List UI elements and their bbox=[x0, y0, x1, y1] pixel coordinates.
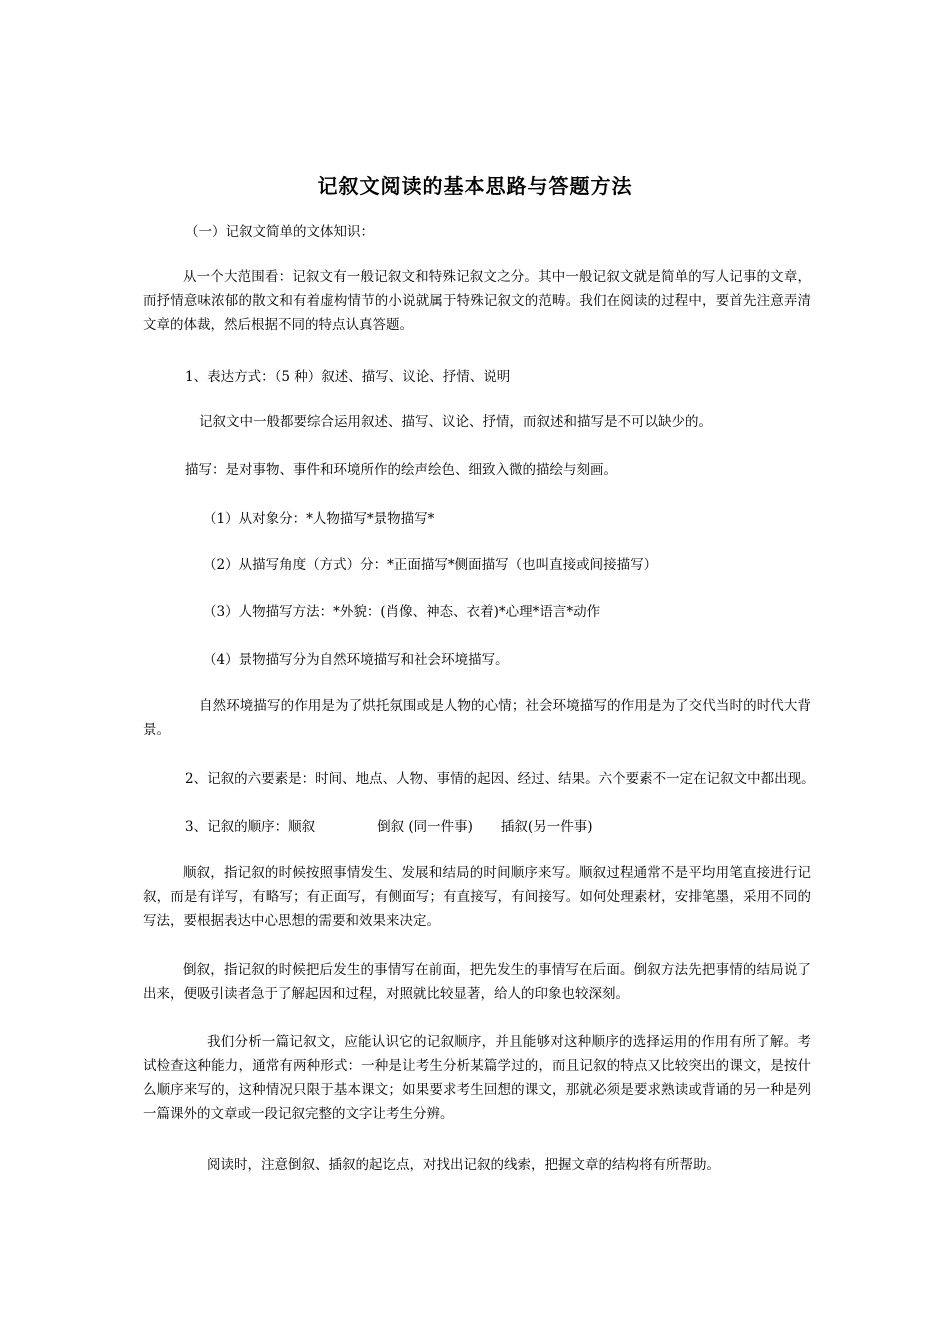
paragraph-description-def: 描写：是对事物、事件和环境所作的绘声绘色、细致入微的描绘与刻画。 bbox=[185, 462, 617, 478]
document-title: 记叙文阅读的基本思路与答题方法 bbox=[317, 174, 633, 198]
item-six-elements: 2、记叙的六要素是：时间、地点、人物、事情的起因、经过、结果。六个要素不一定在记叙文中都出现。 bbox=[185, 771, 815, 787]
paragraph-analysis: 我们分析一篇记叙文，应能认识它的记叙顺序，并且能够对这种顺序的选择运用的作用有所了解。考试检查这种能力，通常有两种形式：一种是让考生分析某篇学过的，而且记叙的特点又比较突出的课文，是按什么顺序来写的，这种情况只限于基本课文；如果要求考生回想的课文，那就必须是要求熟读或背诵的另一种是列一篇课外的文章或一段记叙完整的文字让考生分辨。 bbox=[143, 1034, 811, 1122]
paragraph-flashback: 倒叙，指记叙的时候把后发生的事情写在前面，把先发生的事情写在后面。倒叙方法先把事情的结局说了出来，便吸引读者急于了解起因和过程，对照就比较显著，给人的印象也较深刻。 bbox=[143, 962, 811, 1002]
paragraph-chronological: 顺叙，指记叙的时候按照事情发生、发展和结局的时间顺序来写。顺叙过程通常不是平均用笔直接进行记叙，而是有详写，有略写；有正面写，有侧面写；有直接写，有间接写。如何处理素材，安排笔墨，采用不同的写法，要根据表达中心思想的需要和效果来决定。 bbox=[143, 865, 811, 929]
list-item-1: （1）从对象分：*人物描写*景物描写* bbox=[203, 511, 435, 527]
paragraph-environment: 自然环境描写的作用是为了烘托氛围或是人物的心情；社会环境描写的作用是为了交代当时的时代大背景。 bbox=[143, 698, 811, 738]
narrative-order-forward: 3、记叙的顺序：顺叙 bbox=[185, 819, 316, 835]
list-item-3: （3）人物描写方法：*外貌：(肖像、神态、衣着)*心理*语言*动作 bbox=[203, 604, 601, 620]
narrative-order-flashback: 倒叙 (同一件事) bbox=[377, 819, 473, 835]
list-item-2: （2）从描写角度（方式）分：*正面描写*侧面描写（也叫直接或间接描写） bbox=[203, 557, 658, 573]
item-expression-methods: 1、表达方式：（5 种）叙述、描写、议论、抒情、说明 bbox=[185, 369, 511, 385]
paragraph-combined-use: 记叙文中一般都要综合运用叙述、描写、议论、抒情，而叙述和描写是不可以缺少的。 bbox=[199, 414, 712, 430]
section-heading: （一）记叙文简单的文体知识： bbox=[185, 224, 374, 240]
item-narrative-order bbox=[185, 815, 853, 839]
narrative-order-interpolation: 插叙(另一件事) bbox=[500, 819, 593, 835]
list-item-4: （4）景物描写分为自然环境描写和社会环境描写。 bbox=[203, 652, 509, 668]
paragraph-reading-tip: 阅读时，注意倒叙、插叙的起讫点，对找出记叙的线索，把握文章的结构将有所帮助。 bbox=[207, 1157, 720, 1173]
paragraph-scope: 从一个大范围看：记叙文有一般记叙文和特殊记叙文之分。其中一般记叙文就是简单的写人记事的文章，而抒情意味浓郁的散文和有着虚构情节的小说就属于特殊记叙文的范畴。我们在阅读的过程中，要首先注意弄清文章的体裁，然后根据不同的特点认真答题。 bbox=[143, 269, 811, 333]
